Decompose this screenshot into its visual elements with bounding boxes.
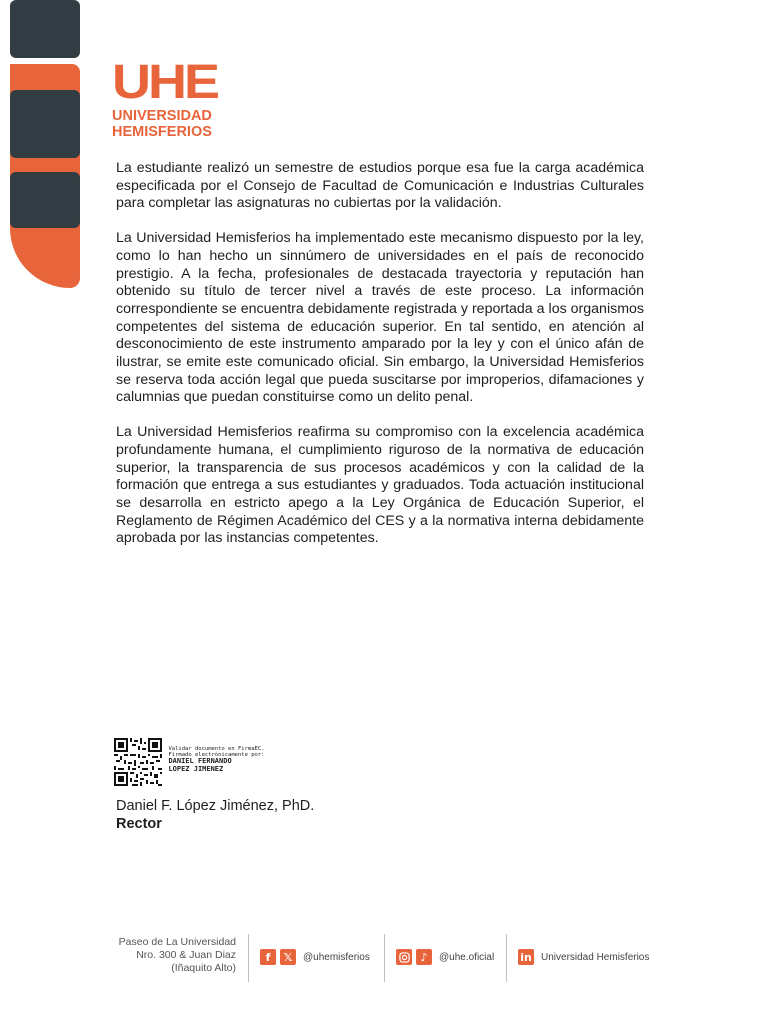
letter-body	[116, 160, 644, 565]
dark-block-top	[10, 0, 80, 58]
signer-caps-line1: DANIEL FERNANDO	[168, 757, 232, 766]
signer-role: Rector	[116, 816, 162, 832]
social-group-linkedin[interactable]	[518, 949, 649, 965]
signer-caps-line2: LOPEZ JIMENEZ	[168, 764, 224, 773]
footer-divider	[248, 934, 249, 982]
dark-block-middle	[10, 90, 80, 158]
social-handle-universidad-hemisferios[interactable]: Universidad Hemisferios	[541, 951, 650, 963]
logo-mark: UHE	[112, 54, 218, 109]
address-line2: Nro. 300 & Juan Diaz	[136, 949, 236, 961]
electronic-signature	[114, 738, 414, 786]
x-icon[interactable]: 𝕏	[280, 949, 296, 965]
paragraph-1: La estudiante realizó un semestre de estudios porque esa fue la carga académica especificada por el Consejo de Facultad de Comunicación e Industrias Culturales para completar las asignaturas no cubiertas por la validación.	[116, 160, 644, 212]
university-logo	[112, 54, 232, 140]
instagram-icon[interactable]	[396, 949, 412, 965]
footer-divider	[384, 934, 385, 982]
logo-name-line2: HEMISFERIOS	[112, 124, 212, 140]
logo-name-line1: UNIVERSIDAD	[112, 108, 212, 124]
address	[110, 936, 236, 975]
paragraph-2: La Universidad Hemisferios ha implementado este mecanismo dispuesto por la ley, como lo han hecho un sinnúmero de universidades en el país de reconocido prestigio. A la fecha, profesionales de destacada trayectoria y reputación han obtenido su título de tercer nivel a través de este proceso. La información correspondiente se encuentra debidamente registrada y reportada a los organismos competentes del sistema de educación superior. En tal sentido, en atención al desconocimiento de este instrumento amparado por la ley y con el único afán de ilustrar, se emite este comunicado oficial. Sin embargo, la Universidad Hemisferios se reserva toda acción legal que pueda suscitarse por improperios, difamaciones y calumnias que puedan constituirse como un delito penal.	[116, 230, 644, 406]
linkedin-icon[interactable]: in	[518, 949, 534, 965]
social-handle-uhemisferios[interactable]: @uhemisferios	[303, 951, 370, 963]
signer-name: Daniel F. López Jiménez, PhD.	[116, 798, 315, 814]
address-line1: Paseo de La Universidad	[118, 936, 236, 948]
qr-code-icon	[114, 738, 162, 786]
validate-note: Validar documento en FirmaEC.	[168, 746, 265, 752]
footer-divider	[506, 934, 507, 982]
address-line3: (Iñaquito Alto)	[171, 962, 236, 974]
paragraph-3: La Universidad Hemisferios reafirma su compromiso con la excelencia académica profundamente humana, el cumplimiento riguroso de la normativa de educación superior, la transparencia de sus procesos académicos y con la calidad de la formación que entrega a sus estudiantes y graduados. Toda actuación institucional se desarrolla en estricto apego a la Ley Orgánica de Educación Superior, el Reglamento de Régimen Académico del CES y a la normativa interna debidamente aprobada por las instancias competentes.	[116, 424, 644, 547]
signed-by-note: Firmado electrónicamente por:	[168, 752, 265, 759]
page-footer	[110, 934, 670, 982]
social-handle-uhe-oficial[interactable]: @uhe.oficial	[439, 951, 495, 963]
dark-block-bottom	[10, 172, 80, 228]
signature-note	[168, 746, 264, 773]
decorative-side-band	[0, 0, 90, 300]
social-group-facebook-x[interactable]	[260, 949, 370, 965]
facebook-icon[interactable]: f	[260, 949, 276, 965]
signer-block	[116, 797, 314, 833]
social-group-instagram-tiktok[interactable]	[396, 949, 494, 965]
tiktok-icon[interactable]: ♪	[416, 949, 432, 965]
